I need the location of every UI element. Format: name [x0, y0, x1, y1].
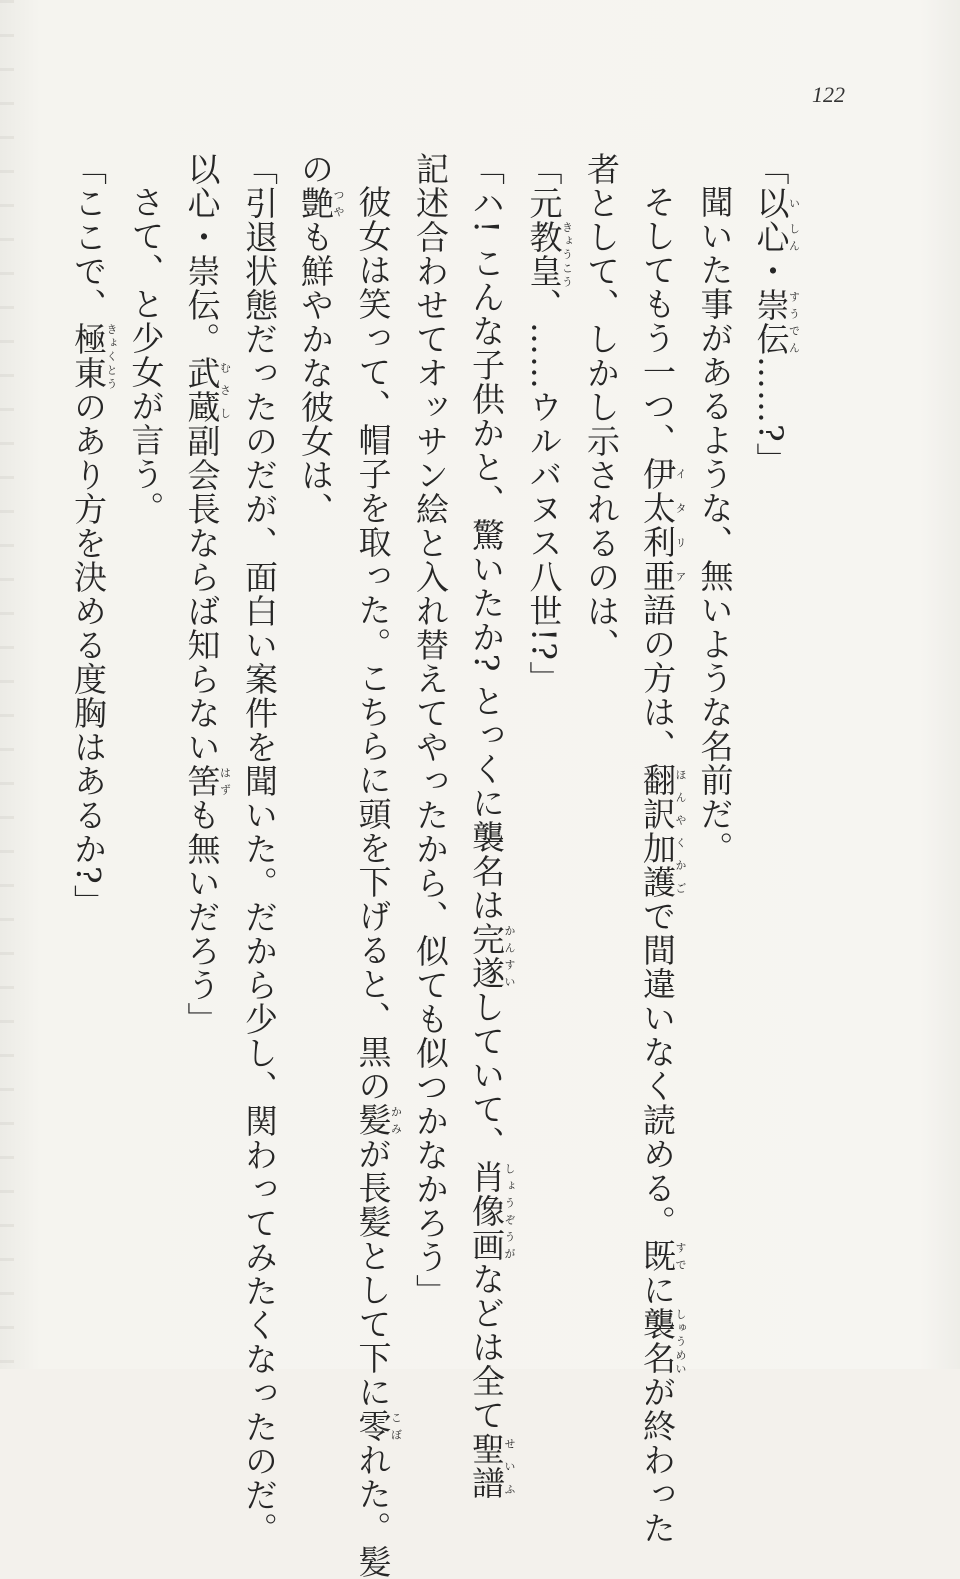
- text-segment: の: [296, 152, 335, 186]
- text-segment: 聞いた事があるような、無いような名前だ。: [695, 185, 735, 865]
- ruby-reading: い: [787, 186, 801, 220]
- text-segment: で間違いなく読める。: [638, 899, 677, 1239]
- text-segment: ……?」: [751, 356, 791, 477]
- ruby-word: [182, 356, 232, 424]
- text-line: [402, 152, 458, 1308]
- ruby-base: 教皇: [524, 220, 564, 288]
- ruby-reading: しょうぞうが: [503, 1159, 516, 1262]
- text-segment: ・: [751, 254, 791, 288]
- ruby-word: [69, 322, 118, 390]
- text-line: [573, 152, 629, 1302]
- text-segment: のあり方を決める度胸はあるか?」: [69, 390, 108, 919]
- ruby-base: 筈: [182, 764, 222, 798]
- text-line: [174, 152, 232, 1302]
- text-segment: 以心・崇伝。: [182, 152, 222, 356]
- ruby-reading: はず: [218, 764, 232, 798]
- text-line: [60, 152, 118, 1302]
- ruby-word: [467, 1431, 516, 1500]
- text-segment: 「引退状態だったのだが、面白い案件を聞いた。だから少し、関わってみたくなったのだ。: [240, 152, 279, 1546]
- ruby-base: 肖像画: [467, 1159, 506, 1262]
- text-segment: 記述合わせてオッサン絵と入れ替えてやったから、似ても似つかなかろう」: [411, 152, 450, 1308]
- ruby-reading: しん: [787, 220, 801, 254]
- text-line: [118, 152, 174, 1302]
- ruby-base: 以: [751, 186, 791, 220]
- ruby-reading: すで: [674, 1239, 687, 1273]
- ruby-base: 襲名: [638, 1307, 677, 1375]
- text-line: [687, 152, 743, 1302]
- text-segment: れた。髪: [353, 1443, 393, 1579]
- ruby-reading: すう: [787, 288, 801, 322]
- ruby-reading: せいふ: [503, 1431, 516, 1500]
- ruby-word: [638, 457, 687, 593]
- text-line: [516, 152, 574, 1302]
- ruby-reading: こぼ: [389, 1409, 403, 1443]
- page-edge-shadow: [0, 0, 14, 1369]
- ruby-base: 完遂: [467, 921, 506, 990]
- text-segment: 、……ウルバヌス八世!?」: [524, 288, 564, 695]
- ruby-reading: イタリア: [674, 457, 687, 593]
- text-line: [231, 152, 287, 1546]
- text-segment: 者として、しかし示されるのは、: [582, 152, 621, 662]
- text-segment: 副会長ならば知らない: [182, 424, 222, 764]
- text-segment: が終わった: [638, 1375, 677, 1545]
- text-line: [629, 152, 687, 1545]
- ruby-base: 翻訳加護: [638, 763, 677, 899]
- text-segment: していて、: [467, 989, 506, 1160]
- ruby-base: 伊太利亜: [638, 457, 677, 593]
- ruby-base: 髪: [353, 1103, 393, 1137]
- page-number: 122: [812, 82, 845, 107]
- text-segment: 「: [751, 152, 791, 186]
- ruby-base: 極東: [69, 322, 108, 390]
- ruby-word: [524, 220, 574, 288]
- ruby-word: [353, 1409, 403, 1443]
- ruby-reading: しゅうめい: [674, 1307, 687, 1375]
- ruby-word: [751, 220, 801, 254]
- text-line: [287, 152, 345, 1302]
- text-segment: が長髪として下に: [353, 1137, 393, 1409]
- ruby-reading: ほんやくかご: [674, 763, 687, 899]
- ruby-reading: きょうこう: [560, 220, 574, 288]
- ruby-word: [638, 1239, 687, 1273]
- ruby-word: [751, 186, 801, 220]
- vertical-text-body: [69, 152, 801, 1579]
- text-segment: そしてもう一つ、: [638, 185, 677, 457]
- text-line: [345, 152, 403, 1579]
- ruby-base: 崇: [751, 288, 791, 322]
- ruby-word: [353, 1103, 403, 1137]
- ruby-word: [751, 288, 801, 322]
- ruby-word: [467, 921, 516, 990]
- ruby-reading: むさし: [218, 356, 232, 424]
- text-segment: 彼女は笑って、帽子を取った。こちらに頭を下げると、黒の: [353, 185, 393, 1103]
- text-segment: さて、と少女が言う。: [126, 185, 166, 525]
- ruby-base: 心: [751, 220, 791, 254]
- ruby-reading: でん: [787, 322, 801, 356]
- ruby-word: [296, 186, 345, 220]
- text-segment: 「ハ! こんな子供かと、驚いたか? とっくに襲名は: [467, 152, 506, 922]
- text-line: [743, 152, 801, 1302]
- text-segment: などは全て: [467, 1261, 506, 1432]
- ruby-word: [182, 764, 232, 798]
- ruby-reading: つや: [332, 186, 345, 220]
- ruby-word: [638, 1307, 687, 1375]
- ruby-base: 聖譜: [467, 1431, 506, 1500]
- text-segment: 語の方は、: [638, 593, 677, 763]
- text-segment: 「ここで、: [69, 152, 108, 322]
- ruby-word: [751, 322, 801, 356]
- text-segment: も無いだろう」: [182, 798, 222, 1036]
- text-segment: に: [638, 1273, 677, 1307]
- ruby-word: [467, 1159, 516, 1262]
- text-segment: も鮮やかな彼女は、: [296, 220, 335, 526]
- ruby-base: 伝: [751, 322, 791, 356]
- ruby-base: 武蔵: [182, 356, 222, 424]
- ruby-reading: かんすい: [503, 921, 516, 990]
- ruby-reading: きょくとう: [105, 322, 118, 390]
- ruby-word: [638, 763, 687, 899]
- ruby-base: 既: [638, 1239, 677, 1273]
- text-line: [458, 152, 516, 1500]
- ruby-base: 艶: [296, 186, 335, 220]
- ruby-base: 零: [353, 1409, 393, 1443]
- text-segment: 「元: [524, 152, 564, 220]
- ruby-reading: かみ: [389, 1103, 403, 1137]
